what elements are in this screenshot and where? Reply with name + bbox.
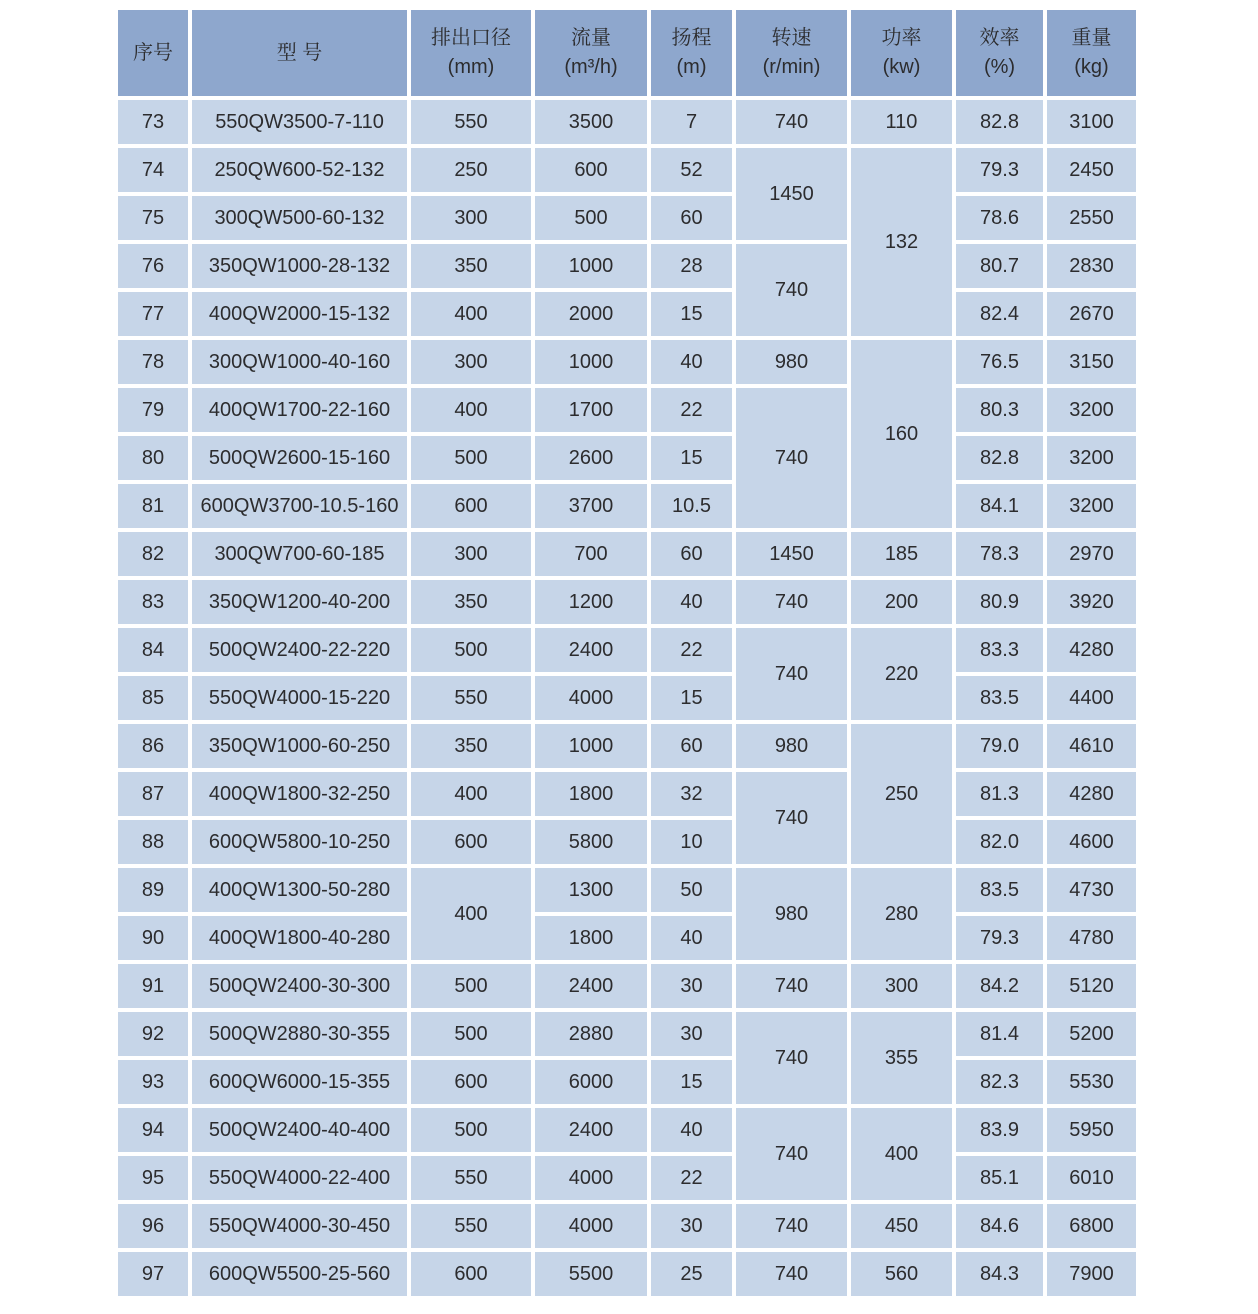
cell-power: 560 <box>851 1252 952 1296</box>
cell-efficiency: 83.3 <box>956 628 1043 672</box>
column-header-diameter <box>411 10 531 96</box>
cell-model: 350QW1200-40-200 <box>192 580 407 624</box>
cell-flow: 5500 <box>535 1252 647 1296</box>
table-row <box>118 388 1136 432</box>
cell-serial: 86 <box>118 724 188 768</box>
cell-power: 220 <box>851 628 952 720</box>
cell-model: 500QW2880-30-355 <box>192 1012 407 1056</box>
column-unit: (%) <box>983 56 1016 78</box>
cell-efficiency: 82.8 <box>956 100 1043 144</box>
column-header-speed <box>736 10 847 96</box>
cell-speed: 740 <box>736 1012 847 1104</box>
cell-diameter: 300 <box>411 340 531 384</box>
cell-efficiency: 84.6 <box>956 1204 1043 1248</box>
table-row <box>118 1156 1136 1200</box>
cell-weight: 6010 <box>1047 1156 1136 1200</box>
cell-head: 40 <box>651 340 732 384</box>
cell-head: 52 <box>651 148 732 192</box>
cell-speed: 740 <box>736 388 847 528</box>
cell-model: 300QW700-60-185 <box>192 532 407 576</box>
cell-weight: 2830 <box>1047 244 1136 288</box>
cell-serial: 88 <box>118 820 188 864</box>
column-unit: (r/min) <box>762 56 821 78</box>
cell-diameter: 350 <box>411 244 531 288</box>
table-row <box>118 724 1136 768</box>
cell-speed: 980 <box>736 340 847 384</box>
cell-head: 22 <box>651 1156 732 1200</box>
cell-flow: 500 <box>535 196 647 240</box>
cell-speed: 740 <box>736 100 847 144</box>
column-unit: (mm) <box>447 56 495 78</box>
cell-serial: 73 <box>118 100 188 144</box>
cell-model: 350QW1000-60-250 <box>192 724 407 768</box>
cell-diameter: 400 <box>411 292 531 336</box>
column-label: 效率 <box>979 27 1020 49</box>
cell-flow: 600 <box>535 148 647 192</box>
column-label: 排出口径 <box>431 27 511 49</box>
cell-serial: 91 <box>118 964 188 1008</box>
cell-diameter: 550 <box>411 100 531 144</box>
cell-model: 550QW4000-30-450 <box>192 1204 407 1248</box>
cell-head: 15 <box>651 292 732 336</box>
cell-speed: 1450 <box>736 148 847 240</box>
cell-efficiency: 81.3 <box>956 772 1043 816</box>
cell-speed: 740 <box>736 1204 847 1248</box>
cell-diameter: 550 <box>411 1156 531 1200</box>
cell-model: 350QW1000-28-132 <box>192 244 407 288</box>
cell-speed: 980 <box>736 724 847 768</box>
cell-head: 60 <box>651 724 732 768</box>
cell-weight: 3200 <box>1047 388 1136 432</box>
cell-efficiency: 84.1 <box>956 484 1043 528</box>
column-unit: (kg) <box>1074 56 1109 78</box>
cell-flow: 700 <box>535 532 647 576</box>
table-row <box>118 148 1136 192</box>
cell-head: 15 <box>651 436 732 480</box>
cell-head: 25 <box>651 1252 732 1296</box>
cell-weight: 5120 <box>1047 964 1136 1008</box>
column-label: 序号 <box>133 41 173 64</box>
cell-efficiency: 81.4 <box>956 1012 1043 1056</box>
cell-diameter: 600 <box>411 1060 531 1104</box>
column-label: 型 号 <box>276 41 323 64</box>
column-unit: (m³/h) <box>564 56 618 78</box>
cell-model: 600QW3700-10.5-160 <box>192 484 407 528</box>
cell-flow: 3700 <box>535 484 647 528</box>
table-row <box>118 868 1136 912</box>
cell-power: 110 <box>851 100 952 144</box>
cell-speed: 740 <box>736 580 847 624</box>
cell-weight: 3920 <box>1047 580 1136 624</box>
cell-efficiency: 82.3 <box>956 1060 1043 1104</box>
cell-serial: 75 <box>118 196 188 240</box>
cell-efficiency: 84.2 <box>956 964 1043 1008</box>
cell-head: 22 <box>651 628 732 672</box>
cell-model: 500QW2400-22-220 <box>192 628 407 672</box>
cell-model: 600QW5500-25-560 <box>192 1252 407 1296</box>
cell-diameter: 300 <box>411 532 531 576</box>
cell-power: 132 <box>851 148 952 336</box>
cell-efficiency: 85.1 <box>956 1156 1043 1200</box>
cell-efficiency: 82.8 <box>956 436 1043 480</box>
cell-serial: 89 <box>118 868 188 912</box>
cell-power: 450 <box>851 1204 952 1248</box>
cell-efficiency: 82.4 <box>956 292 1043 336</box>
cell-model: 400QW1700-22-160 <box>192 388 407 432</box>
column-label: 流量 <box>571 27 611 49</box>
cell-efficiency: 83.9 <box>956 1108 1043 1152</box>
cell-efficiency: 83.5 <box>956 868 1043 912</box>
cell-head: 30 <box>651 964 732 1008</box>
cell-model: 400QW1800-32-250 <box>192 772 407 816</box>
cell-power: 200 <box>851 580 952 624</box>
column-header-weight <box>1047 10 1136 96</box>
cell-flow: 1000 <box>535 244 647 288</box>
table-row <box>118 244 1136 288</box>
cell-head: 60 <box>651 532 732 576</box>
cell-weight: 4280 <box>1047 628 1136 672</box>
table-row <box>118 1012 1136 1056</box>
cell-power: 355 <box>851 1012 952 1104</box>
cell-weight: 3200 <box>1047 436 1136 480</box>
cell-head: 15 <box>651 676 732 720</box>
cell-diameter: 400 <box>411 388 531 432</box>
cell-weight: 2670 <box>1047 292 1136 336</box>
cell-diameter: 500 <box>411 628 531 672</box>
cell-head: 40 <box>651 916 732 960</box>
cell-head: 30 <box>651 1012 732 1056</box>
cell-flow: 3500 <box>535 100 647 144</box>
column-header-head <box>651 10 732 96</box>
cell-diameter: 600 <box>411 1252 531 1296</box>
cell-serial: 87 <box>118 772 188 816</box>
cell-diameter: 500 <box>411 1012 531 1056</box>
cell-head: 60 <box>651 196 732 240</box>
column-label: 功率 <box>881 27 922 49</box>
cell-model: 550QW4000-22-400 <box>192 1156 407 1200</box>
header-row <box>118 10 1136 96</box>
cell-speed: 740 <box>736 1108 847 1200</box>
cell-serial: 78 <box>118 340 188 384</box>
cell-serial: 77 <box>118 292 188 336</box>
cell-weight: 3150 <box>1047 340 1136 384</box>
cell-model: 550QW4000-15-220 <box>192 676 407 720</box>
cell-weight: 4600 <box>1047 820 1136 864</box>
cell-serial: 80 <box>118 436 188 480</box>
cell-diameter: 550 <box>411 676 531 720</box>
table-row <box>118 1204 1136 1248</box>
cell-flow: 1700 <box>535 388 647 432</box>
cell-diameter: 550 <box>411 1204 531 1248</box>
cell-efficiency: 78.3 <box>956 532 1043 576</box>
cell-efficiency: 80.9 <box>956 580 1043 624</box>
cell-model: 250QW600-52-132 <box>192 148 407 192</box>
cell-flow: 1800 <box>535 916 647 960</box>
cell-model: 300QW1000-40-160 <box>192 340 407 384</box>
cell-diameter: 250 <box>411 148 531 192</box>
cell-weight: 4730 <box>1047 868 1136 912</box>
cell-efficiency: 79.3 <box>956 916 1043 960</box>
column-unit: (kw) <box>882 56 921 78</box>
cell-efficiency: 80.7 <box>956 244 1043 288</box>
cell-serial: 95 <box>118 1156 188 1200</box>
cell-power: 280 <box>851 868 952 960</box>
column-header-efficiency <box>956 10 1043 96</box>
cell-weight: 3100 <box>1047 100 1136 144</box>
cell-head: 7 <box>651 100 732 144</box>
cell-flow: 1200 <box>535 580 647 624</box>
cell-flow: 4000 <box>535 676 647 720</box>
cell-speed: 1450 <box>736 532 847 576</box>
cell-diameter: 600 <box>411 484 531 528</box>
table-row <box>118 196 1136 240</box>
cell-head: 28 <box>651 244 732 288</box>
table-row <box>118 340 1136 384</box>
cell-power: 185 <box>851 532 952 576</box>
cell-serial: 90 <box>118 916 188 960</box>
cell-flow: 1000 <box>535 724 647 768</box>
cell-power: 400 <box>851 1108 952 1200</box>
cell-weight: 5200 <box>1047 1012 1136 1056</box>
column-header-flow <box>535 10 647 96</box>
cell-flow: 6000 <box>535 1060 647 1104</box>
cell-diameter: 350 <box>411 580 531 624</box>
cell-efficiency: 76.5 <box>956 340 1043 384</box>
table-row <box>118 628 1136 672</box>
cell-serial: 84 <box>118 628 188 672</box>
cell-weight: 2970 <box>1047 532 1136 576</box>
cell-flow: 5800 <box>535 820 647 864</box>
cell-speed: 740 <box>736 1252 847 1296</box>
table-row <box>118 100 1136 144</box>
cell-serial: 82 <box>118 532 188 576</box>
cell-weight: 3200 <box>1047 484 1136 528</box>
cell-weight: 6800 <box>1047 1204 1136 1248</box>
cell-flow: 4000 <box>535 1156 647 1200</box>
cell-weight: 5950 <box>1047 1108 1136 1152</box>
cell-diameter: 400 <box>411 772 531 816</box>
cell-model: 400QW1800-40-280 <box>192 916 407 960</box>
table-row <box>118 580 1136 624</box>
cell-model: 400QW2000-15-132 <box>192 292 407 336</box>
cell-model: 400QW1300-50-280 <box>192 868 407 912</box>
cell-speed: 740 <box>736 628 847 720</box>
cell-serial: 97 <box>118 1252 188 1296</box>
cell-diameter: 600 <box>411 820 531 864</box>
cell-power: 160 <box>851 340 952 528</box>
cell-weight: 5530 <box>1047 1060 1136 1104</box>
cell-speed: 740 <box>736 964 847 1008</box>
cell-serial: 74 <box>118 148 188 192</box>
table-row <box>118 1252 1136 1296</box>
cell-head: 10.5 <box>651 484 732 528</box>
cell-serial: 92 <box>118 1012 188 1056</box>
column-unit: (m) <box>676 56 707 78</box>
table-row <box>118 772 1136 816</box>
table-row <box>118 1060 1136 1104</box>
cell-flow: 1000 <box>535 340 647 384</box>
cell-power: 300 <box>851 964 952 1008</box>
cell-serial: 83 <box>118 580 188 624</box>
cell-model: 300QW500-60-132 <box>192 196 407 240</box>
cell-flow: 1800 <box>535 772 647 816</box>
cell-serial: 85 <box>118 676 188 720</box>
cell-diameter: 400 <box>411 868 531 960</box>
cell-head: 15 <box>651 1060 732 1104</box>
cell-flow: 4000 <box>535 1204 647 1248</box>
cell-head: 10 <box>651 820 732 864</box>
cell-head: 40 <box>651 580 732 624</box>
cell-weight: 2550 <box>1047 196 1136 240</box>
cell-diameter: 300 <box>411 196 531 240</box>
table-row <box>118 532 1136 576</box>
cell-model: 500QW2400-40-400 <box>192 1108 407 1152</box>
cell-efficiency: 80.3 <box>956 388 1043 432</box>
table-row <box>118 1108 1136 1152</box>
table-row <box>118 964 1136 1008</box>
column-label: 扬程 <box>671 27 712 49</box>
cell-diameter: 500 <box>411 1108 531 1152</box>
cell-speed: 740 <box>736 244 847 336</box>
cell-efficiency: 84.3 <box>956 1252 1043 1296</box>
cell-head: 40 <box>651 1108 732 1152</box>
cell-flow: 2400 <box>535 964 647 1008</box>
cell-model: 550QW3500-7-110 <box>192 100 407 144</box>
cell-efficiency: 79.0 <box>956 724 1043 768</box>
cell-speed: 980 <box>736 868 847 960</box>
cell-head: 22 <box>651 388 732 432</box>
cell-model: 600QW5800-10-250 <box>192 820 407 864</box>
cell-efficiency: 83.5 <box>956 676 1043 720</box>
column-header-serial <box>118 10 188 96</box>
cell-head: 32 <box>651 772 732 816</box>
cell-speed: 740 <box>736 772 847 864</box>
cell-flow: 2400 <box>535 1108 647 1152</box>
cell-flow: 2000 <box>535 292 647 336</box>
cell-weight: 4780 <box>1047 916 1136 960</box>
table-row <box>118 676 1136 720</box>
cell-flow: 2400 <box>535 628 647 672</box>
cell-flow: 2600 <box>535 436 647 480</box>
cell-efficiency: 82.0 <box>956 820 1043 864</box>
cell-serial: 94 <box>118 1108 188 1152</box>
cell-model: 500QW2600-15-160 <box>192 436 407 480</box>
column-label: 转速 <box>771 27 812 49</box>
cell-power: 250 <box>851 724 952 864</box>
cell-model: 600QW6000-15-355 <box>192 1060 407 1104</box>
cell-serial: 93 <box>118 1060 188 1104</box>
cell-diameter: 500 <box>411 964 531 1008</box>
cell-head: 30 <box>651 1204 732 1248</box>
cell-head: 50 <box>651 868 732 912</box>
cell-efficiency: 78.6 <box>956 196 1043 240</box>
table-row <box>118 292 1136 336</box>
cell-diameter: 350 <box>411 724 531 768</box>
table-row <box>118 484 1136 528</box>
column-header-model <box>192 10 407 96</box>
pump-spec-table <box>114 6 1140 1300</box>
cell-weight: 4610 <box>1047 724 1136 768</box>
cell-serial: 76 <box>118 244 188 288</box>
cell-serial: 81 <box>118 484 188 528</box>
cell-serial: 96 <box>118 1204 188 1248</box>
cell-diameter: 500 <box>411 436 531 480</box>
table-row <box>118 820 1136 864</box>
cell-weight: 2450 <box>1047 148 1136 192</box>
cell-flow: 2880 <box>535 1012 647 1056</box>
table-row <box>118 436 1136 480</box>
cell-model: 500QW2400-30-300 <box>192 964 407 1008</box>
column-label: 重量 <box>1071 27 1112 49</box>
table-row <box>118 916 1136 960</box>
column-header-power <box>851 10 952 96</box>
cell-weight: 7900 <box>1047 1252 1136 1296</box>
cell-serial: 79 <box>118 388 188 432</box>
cell-efficiency: 79.3 <box>956 148 1043 192</box>
cell-weight: 4280 <box>1047 772 1136 816</box>
cell-flow: 1300 <box>535 868 647 912</box>
cell-weight: 4400 <box>1047 676 1136 720</box>
